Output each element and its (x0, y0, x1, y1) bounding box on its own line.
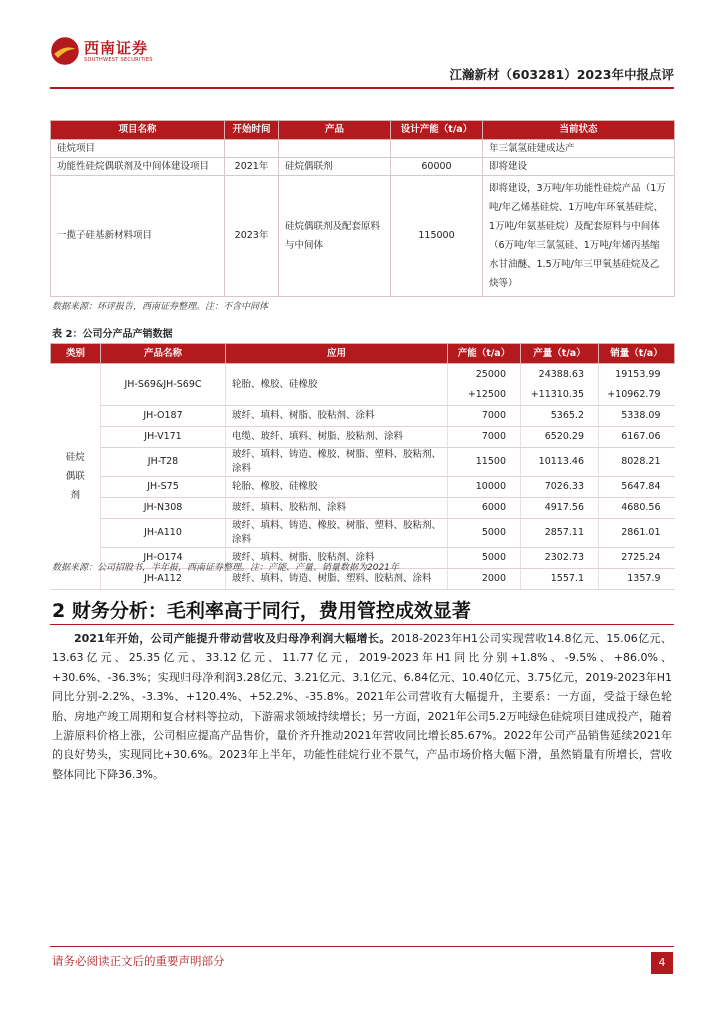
cell-sales: 2861.01 (599, 519, 675, 548)
column-header: 应用 (226, 344, 448, 364)
cell-application: 电缆、玻纤、填料、树脂、胶粘剂、涂料 (226, 427, 448, 448)
table-header-row (51, 344, 675, 364)
cell-capacity: 6000 (448, 498, 521, 519)
cell-output: 7026.33 (521, 477, 599, 498)
sales-table (50, 343, 675, 590)
section-title: 2 财务分析：毛利率高于同行，费用管控成效显著 (52, 600, 471, 622)
page-number: 4 (651, 952, 673, 974)
table-header-row (51, 121, 675, 140)
cell-status: 即将建设，3万吨/年功能性硅烷产品（1万吨/年乙烯基硅烷、1万吨/年环氧基硅烷、1万吨/年氨基硅烷）及配套原料与中间体（6万吨/年三氯氢硅、1万吨/年烯丙基缩水甘油醚、1.5万吨/年三甲氧基硅烷及乙炔等） (483, 176, 675, 297)
cell-start (225, 140, 279, 158)
table-row (51, 158, 675, 176)
cell-capacity: 5000 (448, 548, 521, 569)
cell-capacity: 5000 (448, 519, 521, 548)
cell-sales: 1357.9 (599, 569, 675, 590)
cell-sales: 5338.09 (599, 406, 675, 427)
column-header: 设计产能（t/a） (391, 121, 483, 140)
table-row (51, 406, 675, 427)
cell-product: 硅烷偶联剂及配套原料与中间体 (279, 176, 391, 297)
cell-output: 6520.29 (521, 427, 599, 448)
cell-output: 5365.2 (521, 406, 599, 427)
cell-capacity: 7000 (448, 406, 521, 427)
table1-source: 数据来源：环评报告，西南证券整理。注：不含中间体 (52, 302, 269, 312)
cell-product (279, 140, 391, 158)
cell-product: JH-A112 (101, 569, 226, 590)
table-row (51, 498, 675, 519)
column-header: 产品 (279, 121, 391, 140)
cell-sales: 8028.21 (599, 448, 675, 477)
table-row (51, 364, 675, 406)
body-paragraph (52, 629, 672, 784)
cell-product: JH-O174 (101, 548, 226, 569)
cell-status: 即将建设 (483, 158, 675, 176)
column-header: 当前状态 (483, 121, 675, 140)
table-row (51, 519, 675, 548)
cell-capacity: 60000 (391, 158, 483, 176)
footer-disclaimer: 请务必阅读正文后的重要声明部分 (52, 954, 225, 968)
cell-output: 10113.46 (521, 448, 599, 477)
brand-name-en: SOUTHWEST SECURITIES (84, 56, 153, 63)
cell-product: JH-T28 (101, 448, 226, 477)
cell-capacity: 11500 (448, 448, 521, 477)
cell-project-name: 硅烷项目 (51, 140, 225, 158)
section-divider (50, 624, 674, 625)
cell-application: 玻纤、填料、铸造、橡胶、树脂、塑料、胶粘剂、涂料 (226, 448, 448, 477)
cell-status: 年三氯氢硅建成达产 (483, 140, 675, 158)
cell-application: 玻纤、填料、铸造、橡胶、树脂、塑料、胶粘剂、涂料 (226, 519, 448, 548)
table-row (51, 140, 675, 158)
cell-capacity: 7000 (448, 427, 521, 448)
table2-caption: 表 2：公司分产品产销数据 (52, 329, 173, 340)
cell-product: JH-N308 (101, 498, 226, 519)
cell-start: 2023年 (225, 176, 279, 297)
cell-product: 硅烷偶联剂 (279, 158, 391, 176)
cell-product: JH-O187 (101, 406, 226, 427)
table-row (51, 477, 675, 498)
cell-sales: 6167.06 (599, 427, 675, 448)
cell-product: JH-A110 (101, 519, 226, 548)
cell-start: 2021年 (225, 158, 279, 176)
brand-name-cn: 西南证券 (84, 38, 149, 57)
cell-output: 24388.63 +11310.35 (521, 364, 599, 406)
report-title: 江瀚新材（603281）2023年中报点评 (449, 67, 674, 82)
cell-output: 1557.1 (521, 569, 599, 590)
category-cell: 硅烷偶联剂 (51, 364, 101, 590)
brand-emblem-icon (50, 36, 80, 66)
column-header: 开始时间 (225, 121, 279, 140)
cell-application: 轮胎、橡胶、硅橡胶 (226, 364, 448, 406)
cell-output: 2857.11 (521, 519, 599, 548)
cell-product: JH-S69&JH-S69C (101, 364, 226, 406)
paragraph-lead: 2021年开始，公司产能提升带动营收及归母净利润大幅增长。 (74, 632, 391, 645)
page-header (50, 36, 674, 84)
cell-application: 玻纤、填料、树脂、胶粘剂、涂料 (226, 406, 448, 427)
cell-application: 玻纤、填料、铸造、树脂、塑料、胶粘剂、涂料 (226, 569, 448, 590)
cell-project-name: 功能性硅烷偶联剂及中间体建设项目 (51, 158, 225, 176)
paragraph-text: 2018-2023年H1公司实现营收14.8亿元、15.06亿元、13.63亿元、25.35亿元、33.12亿元、11.77亿元，2019-2023年H1同比分别+1.8%、-9.5%、+86.0%、+30.6%、-36.3%；实现归母净利润3.28亿元、3.21亿元、3.1亿元、6.84亿元、10.40亿元、3.75亿元，2019-2023年H1同比分别-2.2%、-3.3%、+120.4%、+52.2%、-35.8%。2021年公司营收有大幅提升，主要系：一方面，受益于绿色轮胎、房地产竣工周期和复合材料等拉动，下游需求领域持续增长；另一方面，2021年公司5.2万吨绿色硅烷项目建成投产，随着上游原料价格上涨，公司相应提高产品售价，量价齐升推动2021年营收同比增长85.67%。2022年公司产品销售延续2021年的良好势头，实现同比+30.6%。2023年上半年，功能性硅烷行业不景气，产品市场价格大幅下滑，虽然销量有所增长，营收整体同比下降36.3%。 (52, 632, 672, 781)
column-header: 类别 (51, 344, 101, 364)
cell-application: 轮胎、橡胶、硅橡胶 (226, 477, 448, 498)
cell-sales: 19153.99 +10962.79 (599, 364, 675, 406)
cell-capacity: 10000 (448, 477, 521, 498)
cell-product: JH-S75 (101, 477, 226, 498)
cell-output: 2302.73 (521, 548, 599, 569)
cell-application: 玻纤、填料、树脂、胶粘剂、涂料 (226, 548, 448, 569)
cell-output: 4917.56 (521, 498, 599, 519)
column-header: 项目名称 (51, 121, 225, 140)
table2-source: 数据来源：公司招股书，半年报，西南证券整理。注：产能、产量、销量数据为2021年 (52, 563, 399, 573)
cell-capacity: 2000 (448, 569, 521, 590)
cell-application: 玻纤、填料、胶粘剂、涂料 (226, 498, 448, 519)
brand-logo (50, 36, 153, 66)
column-header: 产能（t/a） (448, 344, 521, 364)
cell-capacity: 115000 (391, 176, 483, 297)
project-table (50, 120, 675, 297)
cell-product: JH-V171 (101, 427, 226, 448)
column-header: 销量（t/a） (599, 344, 675, 364)
table-row (51, 448, 675, 477)
cell-sales: 2725.24 (599, 548, 675, 569)
cell-sales: 5647.84 (599, 477, 675, 498)
column-header: 产品名称 (101, 344, 226, 364)
column-header: 产量（t/a） (521, 344, 599, 364)
cell-capacity (391, 140, 483, 158)
table-row (51, 427, 675, 448)
cell-project-name: 一揽子硅基新材料项目 (51, 176, 225, 297)
cell-sales: 4680.56 (599, 498, 675, 519)
footer-divider (50, 946, 674, 947)
table-row (51, 176, 675, 297)
header-divider (50, 87, 674, 89)
cell-capacity: 25000 +12500 (448, 364, 521, 406)
